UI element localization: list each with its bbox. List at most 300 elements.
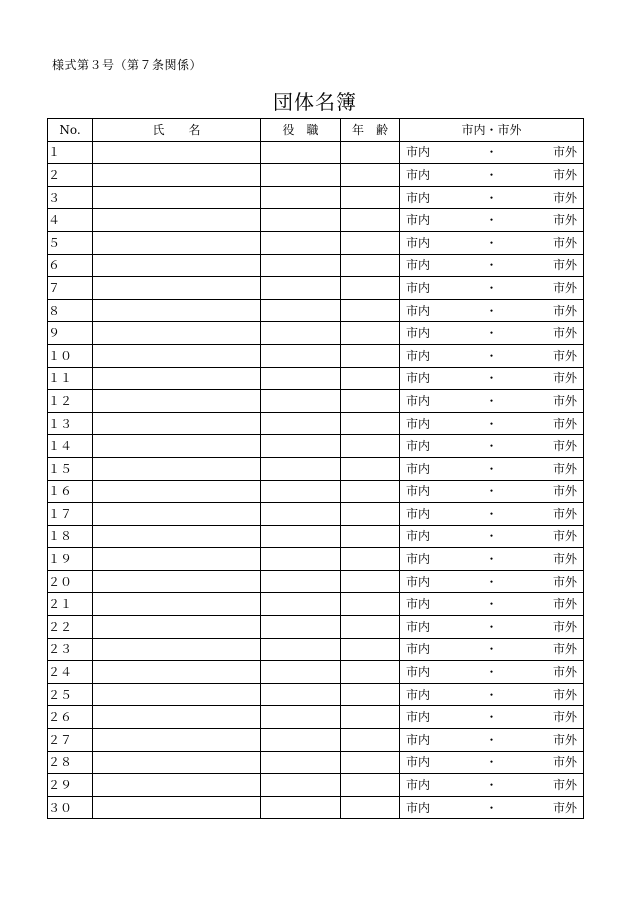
row-number: ２６ [48, 706, 93, 729]
role-cell[interactable] [261, 277, 341, 300]
age-cell[interactable] [341, 729, 400, 752]
city-inside-option[interactable]: 市内 [406, 484, 431, 499]
city-outside-option[interactable]: 市外 [552, 755, 577, 770]
city-separator: ・ [485, 665, 498, 680]
city-inside-option[interactable]: 市内 [406, 393, 431, 408]
row-number: １０ [48, 344, 93, 367]
city-outside-option[interactable]: 市外 [552, 280, 577, 295]
city-choice-cell[interactable] [400, 729, 584, 752]
city-inside-option[interactable]: 市内 [406, 326, 431, 341]
age-cell[interactable] [341, 231, 400, 254]
role-cell[interactable] [261, 525, 341, 548]
table-row [48, 209, 584, 232]
city-choice-cell[interactable] [400, 435, 584, 458]
role-cell[interactable] [261, 661, 341, 684]
city-choice-cell[interactable] [400, 548, 584, 571]
age-cell[interactable] [341, 390, 400, 413]
table-row [48, 435, 584, 458]
city-choice [400, 304, 583, 318]
city-choice-cell[interactable] [400, 209, 584, 232]
city-choice-cell[interactable] [400, 683, 584, 706]
name-cell[interactable] [93, 390, 261, 413]
city-choice [400, 236, 583, 250]
city-outside-option[interactable]: 市外 [552, 258, 577, 273]
city-separator: ・ [485, 710, 498, 725]
city-inside-option[interactable]: 市内 [406, 619, 431, 634]
city-outside-option[interactable]: 市外 [552, 619, 577, 634]
age-cell[interactable] [341, 457, 400, 480]
row-number: １９ [48, 548, 93, 571]
name-cell[interactable] [93, 683, 261, 706]
table-row [48, 164, 584, 187]
name-cell[interactable] [93, 457, 261, 480]
city-choice [400, 462, 583, 476]
name-cell[interactable] [93, 548, 261, 571]
city-outside-option[interactable]: 市外 [552, 710, 577, 725]
role-cell[interactable] [261, 503, 341, 526]
role-cell[interactable] [261, 435, 341, 458]
role-cell[interactable] [261, 593, 341, 616]
row-number: １２ [48, 390, 93, 413]
row-number: ２４ [48, 661, 93, 684]
city-outside-option[interactable]: 市外 [552, 235, 577, 250]
city-separator: ・ [485, 326, 498, 341]
role-cell[interactable] [261, 367, 341, 390]
age-cell[interactable] [341, 774, 400, 797]
city-separator: ・ [485, 574, 498, 589]
city-inside-option[interactable]: 市内 [406, 213, 431, 228]
table-row [48, 186, 584, 209]
city-choice-cell[interactable] [400, 457, 584, 480]
city-inside-option[interactable]: 市内 [406, 529, 431, 544]
row-number: ９ [48, 322, 93, 345]
name-cell[interactable] [93, 593, 261, 616]
city-separator: ・ [485, 190, 498, 205]
age-cell[interactable] [341, 412, 400, 435]
city-choice-cell[interactable] [400, 412, 584, 435]
name-cell[interactable] [93, 141, 261, 164]
role-cell[interactable] [261, 322, 341, 345]
city-choice-cell[interactable] [400, 367, 584, 390]
city-choice-cell[interactable] [400, 231, 584, 254]
table-row [48, 390, 584, 413]
row-number: ４ [48, 209, 93, 232]
role-cell[interactable] [261, 638, 341, 661]
row-number: ６ [48, 254, 93, 277]
role-cell[interactable] [261, 683, 341, 706]
city-choice [400, 417, 583, 431]
city-choice-cell[interactable] [400, 751, 584, 774]
name-cell[interactable] [93, 277, 261, 300]
table-row [48, 231, 584, 254]
name-cell[interactable] [93, 480, 261, 503]
city-separator: ・ [485, 167, 498, 182]
city-choice [400, 191, 583, 205]
table-row [48, 570, 584, 593]
age-cell[interactable] [341, 480, 400, 503]
city-choice [400, 371, 583, 385]
city-choice [400, 688, 583, 702]
city-choice [400, 710, 583, 724]
table-row [48, 729, 584, 752]
age-cell[interactable] [341, 525, 400, 548]
city-choice [400, 439, 583, 453]
city-separator: ・ [485, 371, 498, 386]
row-number: ２ [48, 164, 93, 187]
table-row [48, 254, 584, 277]
role-cell[interactable] [261, 164, 341, 187]
city-separator: ・ [485, 461, 498, 476]
city-separator: ・ [485, 235, 498, 250]
city-inside-option[interactable]: 市内 [406, 235, 431, 250]
row-number: ８ [48, 299, 93, 322]
table-row [48, 412, 584, 435]
name-cell[interactable] [93, 209, 261, 232]
row-number: ２３ [48, 638, 93, 661]
city-separator: ・ [485, 529, 498, 544]
age-cell[interactable] [341, 322, 400, 345]
age-cell[interactable] [341, 186, 400, 209]
city-choice [400, 394, 583, 408]
table-row [48, 322, 584, 345]
role-cell[interactable] [261, 751, 341, 774]
name-cell[interactable] [93, 254, 261, 277]
name-cell[interactable] [93, 706, 261, 729]
city-outside-option[interactable]: 市外 [552, 800, 577, 815]
city-choice [400, 620, 583, 634]
age-cell[interactable] [341, 548, 400, 571]
city-inside-option[interactable]: 市内 [406, 348, 431, 363]
row-number: ２０ [48, 570, 93, 593]
city-outside-option[interactable]: 市外 [552, 642, 577, 657]
city-choice [400, 642, 583, 656]
table-row [48, 706, 584, 729]
row-number: １８ [48, 525, 93, 548]
row-number: １１ [48, 367, 93, 390]
city-choice-cell[interactable] [400, 344, 584, 367]
form-number: 様式第３号（第７条関係） [52, 58, 203, 72]
column-header-role: 役 職 [261, 119, 341, 142]
row-number: １６ [48, 480, 93, 503]
age-cell[interactable] [341, 164, 400, 187]
age-cell[interactable] [341, 661, 400, 684]
city-inside-option[interactable]: 市内 [406, 190, 431, 205]
name-cell[interactable] [93, 164, 261, 187]
city-outside-option[interactable]: 市外 [552, 529, 577, 544]
city-choice-cell[interactable] [400, 706, 584, 729]
city-inside-option[interactable]: 市内 [406, 416, 431, 431]
city-outside-option[interactable]: 市外 [552, 371, 577, 386]
city-choice [400, 755, 583, 769]
city-choice-cell[interactable] [400, 616, 584, 639]
city-inside-option[interactable]: 市内 [406, 665, 431, 680]
row-number: ２７ [48, 729, 93, 752]
name-cell[interactable] [93, 186, 261, 209]
city-outside-option[interactable]: 市外 [552, 597, 577, 612]
table-row [48, 548, 584, 571]
table-row [48, 774, 584, 797]
city-choice [400, 778, 583, 792]
city-separator: ・ [485, 303, 498, 318]
name-cell[interactable] [93, 570, 261, 593]
table-row [48, 661, 584, 684]
city-separator: ・ [485, 800, 498, 815]
table-row [48, 299, 584, 322]
age-cell[interactable] [341, 683, 400, 706]
name-cell[interactable] [93, 299, 261, 322]
city-choice-cell[interactable] [400, 570, 584, 593]
role-cell[interactable] [261, 480, 341, 503]
city-choice-cell[interactable] [400, 525, 584, 548]
city-separator: ・ [485, 506, 498, 521]
city-choice-cell[interactable] [400, 299, 584, 322]
role-cell[interactable] [261, 209, 341, 232]
table-row [48, 503, 584, 526]
city-inside-option[interactable]: 市内 [406, 461, 431, 476]
age-cell[interactable] [341, 593, 400, 616]
row-number: ３０ [48, 796, 93, 819]
row-number: ２５ [48, 683, 93, 706]
age-cell[interactable] [341, 254, 400, 277]
city-choice-cell[interactable] [400, 164, 584, 187]
city-choice [400, 326, 583, 340]
age-cell[interactable] [341, 616, 400, 639]
name-cell[interactable] [93, 367, 261, 390]
table-row [48, 638, 584, 661]
city-inside-option[interactable]: 市内 [406, 506, 431, 521]
role-cell[interactable] [261, 412, 341, 435]
age-cell[interactable] [341, 209, 400, 232]
city-inside-option[interactable]: 市内 [406, 778, 431, 793]
role-cell[interactable] [261, 796, 341, 819]
role-cell[interactable] [261, 344, 341, 367]
row-number: ２１ [48, 593, 93, 616]
city-separator: ・ [485, 687, 498, 702]
name-cell[interactable] [93, 344, 261, 367]
city-outside-option[interactable]: 市外 [552, 167, 577, 182]
city-separator: ・ [485, 552, 498, 567]
city-choice-cell[interactable] [400, 638, 584, 661]
city-choice-cell[interactable] [400, 774, 584, 797]
city-choice-cell[interactable] [400, 503, 584, 526]
role-cell[interactable] [261, 186, 341, 209]
city-inside-option[interactable]: 市内 [406, 710, 431, 725]
age-cell[interactable] [341, 570, 400, 593]
name-cell[interactable] [93, 412, 261, 435]
table-row [48, 683, 584, 706]
city-choice-cell[interactable] [400, 254, 584, 277]
city-separator: ・ [485, 258, 498, 273]
city-inside-option[interactable]: 市内 [406, 732, 431, 747]
city-outside-option[interactable]: 市外 [552, 190, 577, 205]
city-choice-cell[interactable] [400, 480, 584, 503]
role-cell[interactable] [261, 570, 341, 593]
age-cell[interactable] [341, 277, 400, 300]
age-cell[interactable] [341, 435, 400, 458]
column-header-no: No. [48, 119, 93, 142]
city-choice [400, 665, 583, 679]
table-row [48, 480, 584, 503]
city-outside-option[interactable]: 市外 [552, 484, 577, 499]
table-row [48, 141, 584, 164]
city-separator: ・ [485, 732, 498, 747]
city-choice [400, 168, 583, 182]
city-outside-option[interactable]: 市外 [552, 145, 577, 160]
city-separator: ・ [485, 439, 498, 454]
city-outside-option[interactable]: 市外 [552, 439, 577, 454]
row-number: ２２ [48, 616, 93, 639]
city-separator: ・ [485, 348, 498, 363]
city-inside-option[interactable]: 市内 [406, 552, 431, 567]
table-header-row [48, 119, 584, 142]
name-cell[interactable] [93, 796, 261, 819]
role-cell[interactable] [261, 706, 341, 729]
name-cell[interactable] [93, 322, 261, 345]
city-inside-option[interactable]: 市内 [406, 687, 431, 702]
age-cell[interactable] [341, 751, 400, 774]
name-cell[interactable] [93, 661, 261, 684]
roster-body [48, 141, 584, 819]
city-choice-cell[interactable] [400, 661, 584, 684]
city-choice [400, 733, 583, 747]
role-cell[interactable] [261, 616, 341, 639]
table-row [48, 593, 584, 616]
name-cell[interactable] [93, 525, 261, 548]
city-inside-option[interactable]: 市内 [406, 303, 431, 318]
name-cell[interactable] [93, 751, 261, 774]
city-outside-option[interactable]: 市外 [552, 461, 577, 476]
age-cell[interactable] [341, 796, 400, 819]
table-row [48, 344, 584, 367]
row-number: ３ [48, 186, 93, 209]
city-choice-cell[interactable] [400, 390, 584, 413]
role-cell[interactable] [261, 254, 341, 277]
city-choice [400, 258, 583, 272]
city-choice [400, 349, 583, 363]
roster-table [47, 118, 584, 819]
role-cell[interactable] [261, 729, 341, 752]
city-inside-option[interactable]: 市内 [406, 167, 431, 182]
row-number: ２９ [48, 774, 93, 797]
name-cell[interactable] [93, 503, 261, 526]
city-separator: ・ [485, 619, 498, 634]
city-inside-option[interactable]: 市内 [406, 258, 431, 273]
name-cell[interactable] [93, 774, 261, 797]
city-outside-option[interactable]: 市外 [552, 552, 577, 567]
name-cell[interactable] [93, 729, 261, 752]
city-outside-option[interactable]: 市外 [552, 687, 577, 702]
city-choice [400, 529, 583, 543]
city-inside-option[interactable]: 市内 [406, 800, 431, 815]
city-choice [400, 145, 583, 159]
row-number: ２８ [48, 751, 93, 774]
role-cell[interactable] [261, 141, 341, 164]
city-choice-cell[interactable] [400, 277, 584, 300]
age-cell[interactable] [341, 706, 400, 729]
city-choice [400, 575, 583, 589]
table-row [48, 525, 584, 548]
city-outside-option[interactable]: 市外 [552, 574, 577, 589]
role-cell[interactable] [261, 548, 341, 571]
age-cell[interactable] [341, 299, 400, 322]
city-choice-cell[interactable] [400, 186, 584, 209]
age-cell[interactable] [341, 503, 400, 526]
city-outside-option[interactable]: 市外 [552, 732, 577, 747]
city-choice [400, 484, 583, 498]
row-number: ５ [48, 231, 93, 254]
role-cell[interactable] [261, 231, 341, 254]
column-header-city: 市内・市外 [400, 119, 584, 142]
city-outside-option[interactable]: 市外 [552, 778, 577, 793]
city-inside-option[interactable]: 市内 [406, 371, 431, 386]
column-header-age: 年 齢 [341, 119, 400, 142]
role-cell[interactable] [261, 299, 341, 322]
city-choice-cell[interactable] [400, 322, 584, 345]
city-choice-cell[interactable] [400, 593, 584, 616]
city-outside-option[interactable]: 市外 [552, 326, 577, 341]
page-title: 団体名簿 [273, 90, 357, 114]
city-outside-option[interactable]: 市外 [552, 416, 577, 431]
name-cell[interactable] [93, 435, 261, 458]
role-cell[interactable] [261, 774, 341, 797]
row-number: １４ [48, 435, 93, 458]
table-row [48, 751, 584, 774]
city-separator: ・ [485, 393, 498, 408]
role-cell[interactable] [261, 390, 341, 413]
row-number: １３ [48, 412, 93, 435]
city-inside-option[interactable]: 市内 [406, 145, 431, 160]
city-separator: ・ [485, 280, 498, 295]
city-separator: ・ [485, 597, 498, 612]
age-cell[interactable] [341, 344, 400, 367]
city-separator: ・ [485, 778, 498, 793]
city-separator: ・ [485, 213, 498, 228]
row-number: ７ [48, 277, 93, 300]
city-outside-option[interactable]: 市外 [552, 393, 577, 408]
city-separator: ・ [485, 755, 498, 770]
city-outside-option[interactable]: 市外 [552, 348, 577, 363]
city-outside-option[interactable]: 市外 [552, 303, 577, 318]
city-choice-cell[interactable] [400, 796, 584, 819]
city-outside-option[interactable]: 市外 [552, 213, 577, 228]
city-inside-option[interactable]: 市内 [406, 597, 431, 612]
city-outside-option[interactable]: 市外 [552, 665, 577, 680]
city-inside-option[interactable]: 市内 [406, 439, 431, 454]
city-inside-option[interactable]: 市内 [406, 280, 431, 295]
city-outside-option[interactable]: 市外 [552, 506, 577, 521]
role-cell[interactable] [261, 457, 341, 480]
city-inside-option[interactable]: 市内 [406, 642, 431, 657]
city-inside-option[interactable]: 市内 [406, 574, 431, 589]
table-row [48, 277, 584, 300]
table-row [48, 796, 584, 819]
name-cell[interactable] [93, 638, 261, 661]
city-choice [400, 507, 583, 521]
city-choice [400, 281, 583, 295]
age-cell[interactable] [341, 141, 400, 164]
name-cell[interactable] [93, 231, 261, 254]
table-row [48, 367, 584, 390]
age-cell[interactable] [341, 367, 400, 390]
age-cell[interactable] [341, 638, 400, 661]
city-separator: ・ [485, 642, 498, 657]
city-separator: ・ [485, 416, 498, 431]
city-choice-cell[interactable] [400, 141, 584, 164]
city-choice [400, 801, 583, 815]
row-number: １７ [48, 503, 93, 526]
name-cell[interactable] [93, 616, 261, 639]
city-inside-option[interactable]: 市内 [406, 755, 431, 770]
